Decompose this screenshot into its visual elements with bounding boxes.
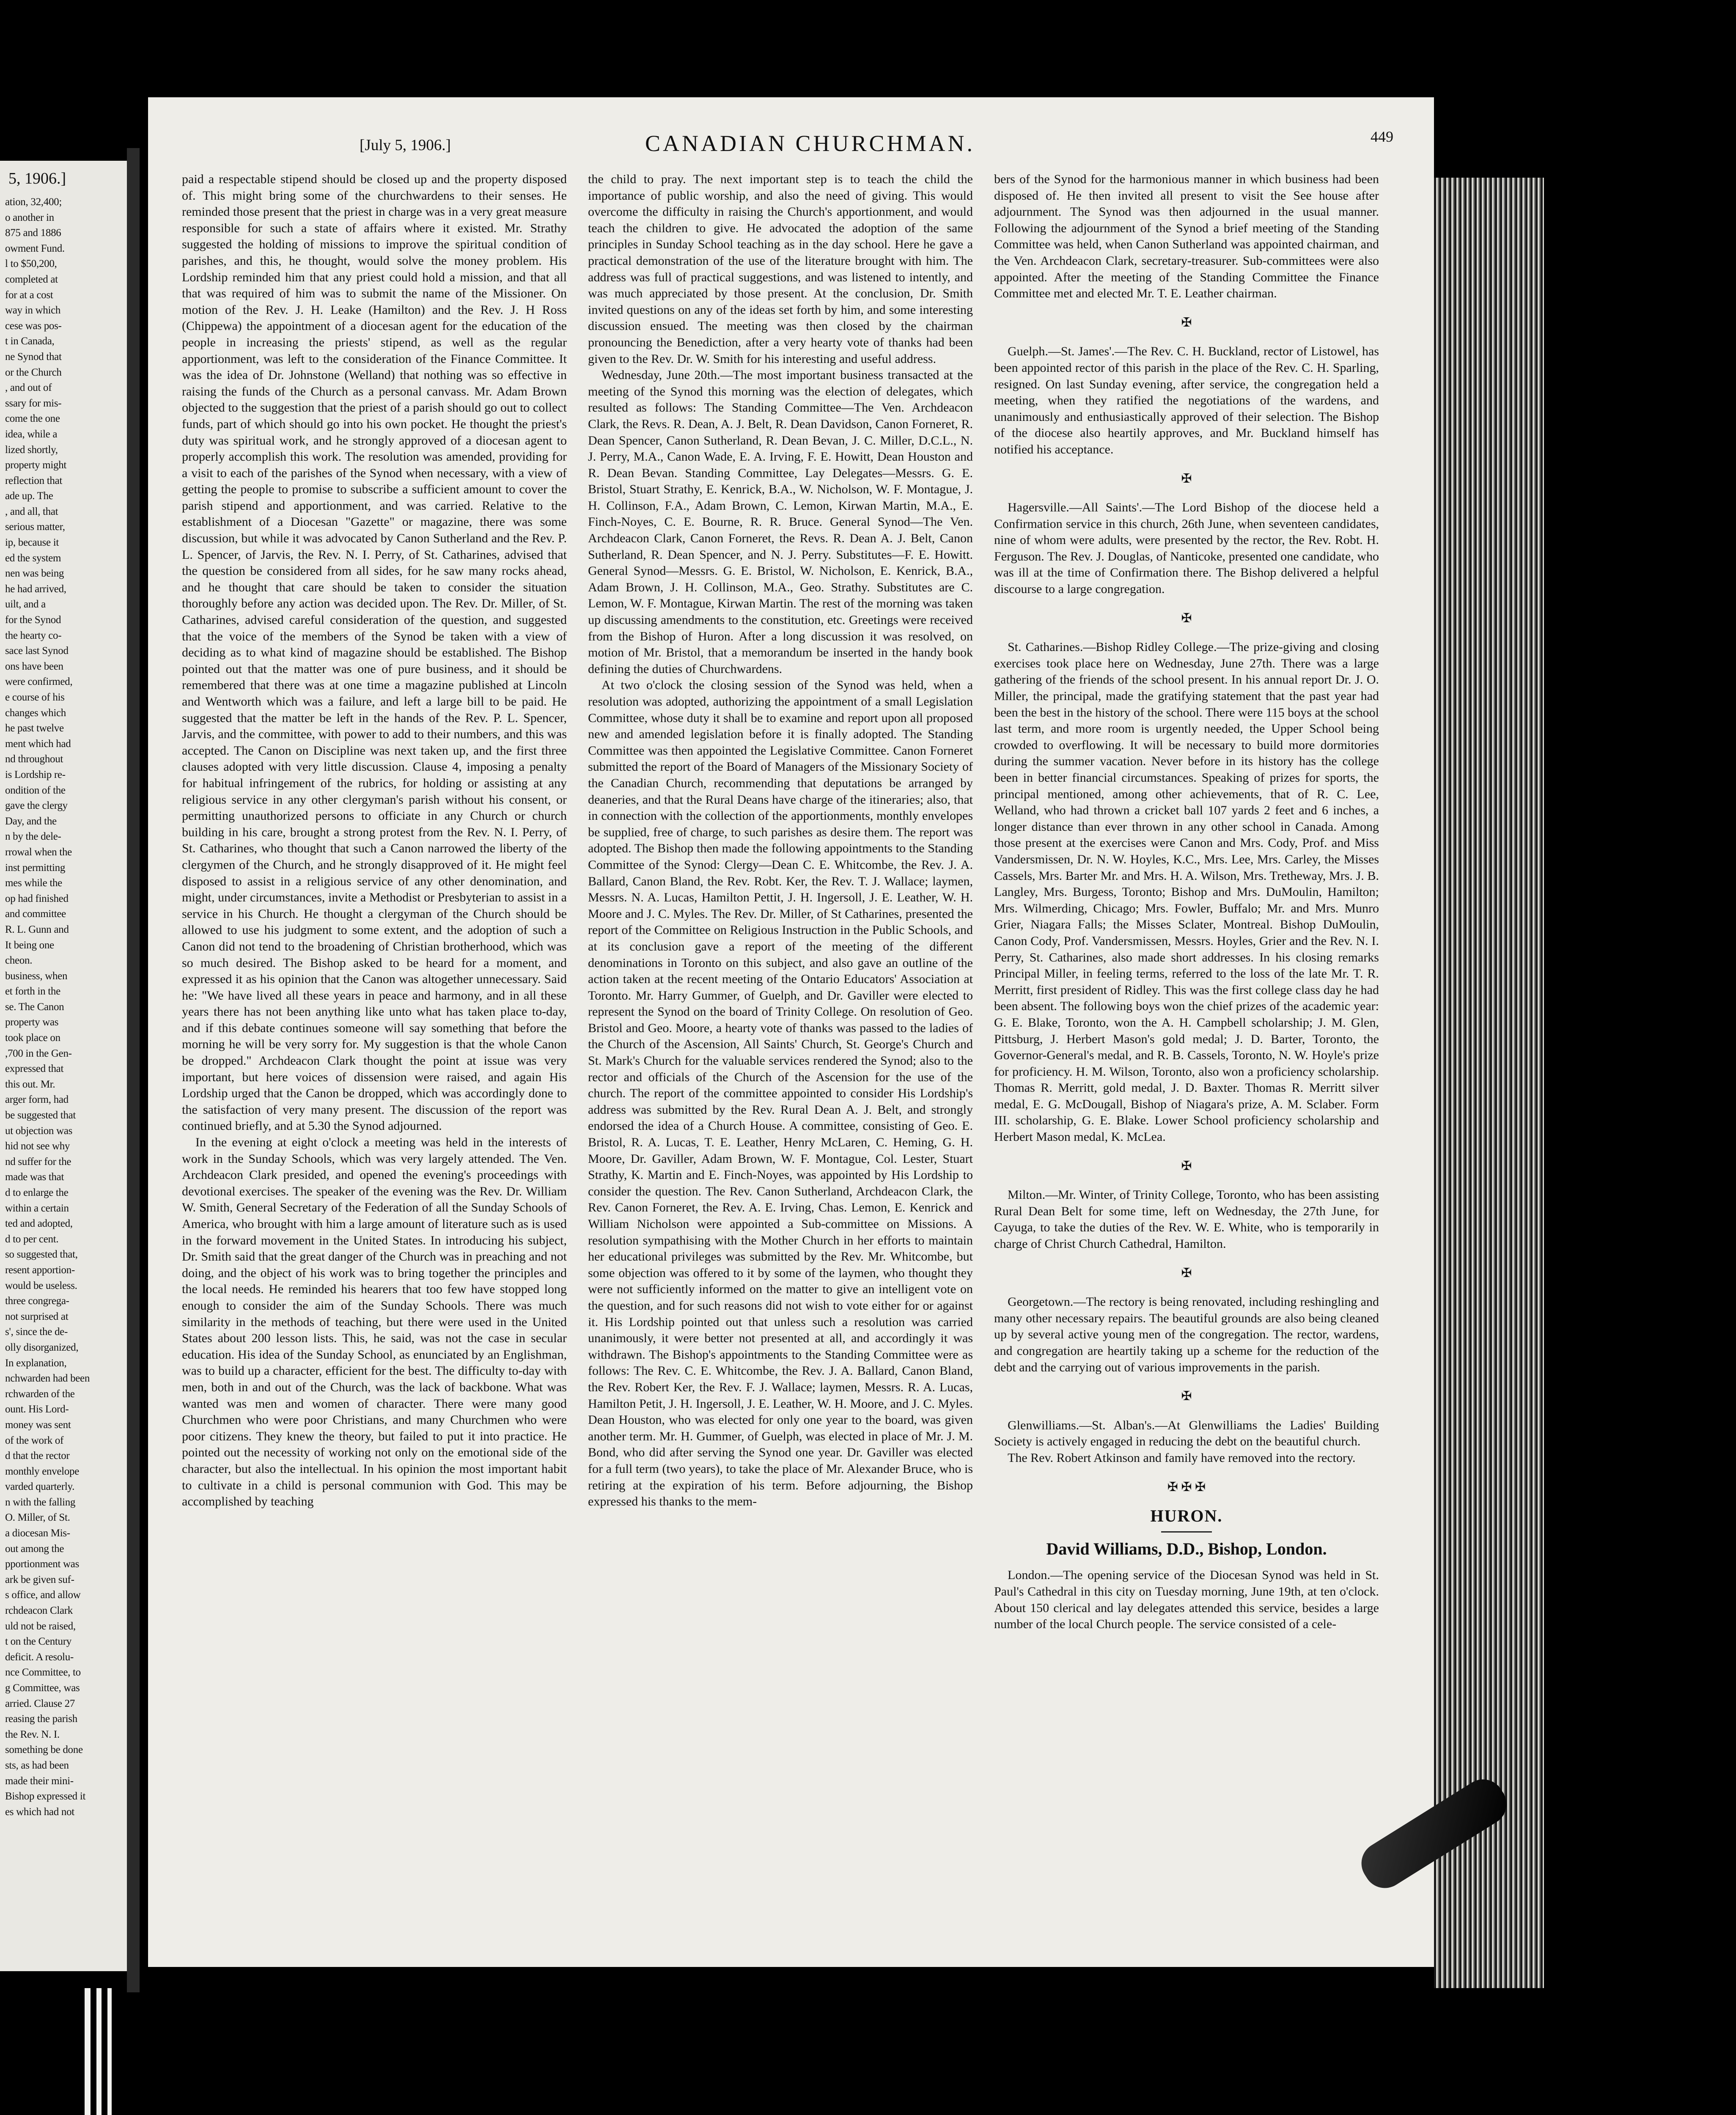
section-title: HURON. bbox=[1150, 1506, 1223, 1526]
paragraph: bers of the Synod for the harmonious manner in which business had been disposed of. He then invited all present to visit the See house after adjournment. The Synod was then adjourned in the usual manner. Following the adjournment of the Synod a brief meeting of the Standing Committee was held, when Canon Sutherland was appointed chairman, and the Ven. Archdeacon Clark, secretary-treasurer. Sub-committees were also appointed. After the meeting of the Standing Committee the Finance Committee met and elected Mr. T. E. Leather chairman. bbox=[994, 172, 1379, 301]
film-edge-mark bbox=[85, 1988, 91, 2115]
column-1 bbox=[182, 171, 567, 1510]
paragraph: paid a respectable stipend should be closed up and the property disposed of. This might bring some of the churchwardens to their senses. He reminded those present that the priest in charge was in a very great measure responsible for such a state of affairs where it existed. Mr. Strathy suggested the holding of missions to improve the spiritual condition of parishes, and this, he thought, would solve the money problem. His Lordship reminded him that any priest could hold a mission, and that all that was required of him was to submit the name of the Missioner. On motion of the Rev. J. H. Leake (Hamilton) and the Rev. J. H Ross (Chippewa) the appointment of a diocesan agent for the education of the people in increasing the priests' stipend, as well as the regular apportionment, was left to the consideration of the Finance Committee. It was the idea of Dr. Johnstone (Welland) that nothing was so effective in raising the funds of the Church as a personal canvass. Mr. Adam Brown objected to the suggestion that the priest of a parish should go out to collect funds, part of which should go into his own pocket. He thought the priest's duty was spiritual work, and he strongly approved of a diocesan agent to properly accomplish this work. The resolution was amended, providing for a visit to each of the parishes of the Synod when necessary, with a view of getting the people to promise to subscribe a sufficient amount to cover the parish stipend and apportionment, and was carried. Relative to the establishment of a Diocesan "Gazette" or magazine, there was some discussion, but while it was advocated by Canon Sutherland and the Rev. P. L. Spencer, of Jarvis, the Rev. N. I. Perry, of St. Catharines, advised that the question be considered from all sides, for he saw many rocks ahead, and he thought that care should be taken to consider the situation thoroughly before any action was decided upon. The Rev. Dr. Miller, of St. Catharines, advised careful consideration of the question, and suggested that the voice of the members of the Synod be taken with a view of deciding as to what kind of magazine should be established. The Bishop pointed out that the matter was one of pure business, and it should be remembered that there was at one time a magazine published at Lincoln and Wentworth which was a failure, and left a large bill to be paid. He suggested that the matter be left in the hands of the Rev. P. L. Spencer, Jarvis, and the committee, with power to add to their numbers, and this was accepted. The Canon on Discipline was next taken up, and the first three clauses adopted with very little discussion. Clause 4, imposing a penalty for habitual infringement of the rubrics, for holding or assisting at any religious service in any other clergyman's parish without his consent, or permitting unauthorized persons to officiate in any Church or church building in his care, brought a strong protest from the Rev. N. I. Perry, of St. Catharines, who thought that such a Canon narrowed the liberty of the clergymen of the Church, and he strongly disapproved of it. He might feel disposed to assist in a religious service of any other denomination, and might, under circumstances, invite a Methodist or Presbyterian to assist in a service in his Church. He thought a clergyman of the Church should be allowed to use his judgment to some extent, and the adoption of such a Canon did not tend to the broadening of Christian brotherhood, which was so much desired. The Bishop asked to be heard for a moment, and expressed it as his opinion that the Canon was altogether unnecessary. Said he: "We have lived all these years in peace and harmony, and in all these years there has not been anything like unto what has taken place to-day, and if this debate continues someone will say something that before the morning he will be very sorry for. My suggestion is that the whole Canon be dropped." Archdeacon Clark thought the point at issue was very important, but here voices of dissension were raised, and again His Lordship urged that the Canon be dropped, which was accordingly done to the satisfaction of very many present. The discussion of the report was continued briefly, and at 5.30 the Synod adjourned. bbox=[182, 172, 567, 1133]
ornament-icon: ✠ bbox=[1181, 611, 1192, 625]
paragraph: the child to pray. The next important step is to teach the child the importance of public worship, and also the need of giving. This would overcome the difficulty in raising the Church's apportionment, and would teach the children to give. He advocated the adoption of the same principles in Sunday School teaching as in the day school. Here he gave a practical demonstration of the use of the literature brought with him. The address was full of practical suggestions, and was listened to intently, and was much appreciated by those present. At the conclusion, Dr. Smith invited questions on any of the ideas set forth by him, and some interesting discussion ensued. The meeting was then closed by the chairman pronouncing the Benediction, after a very hearty vote of thanks had been given to the Rev. Dr. W. Smith for his interesting and useful address. bbox=[588, 172, 973, 366]
ornament-icon: ✠ bbox=[1181, 1389, 1192, 1404]
page-title: CANADIAN CHURCHMAN. bbox=[645, 131, 975, 156]
paragraph: At two o'clock the closing session of the Synod was held, when a resolution was adopted, authorizing the appointment of a small Legislation Committee, whose duty it shall be to examine and report upon all proposed new and amended legislation before it is finally adopted. The Standing Committee was then appointed the Legislative Committee. Canon Forneret submitted the report of the Board of Managers of the Missionary Society of the Canadian Church, recommending that deputations be arranged by deaneries, and that the Rural Deans have charge of the itineraries; also, that in connection with the collection of the apportionments, monthly envelopes be supplied, free of charge, to such parishes as desire them. The report was adopted. The Bishop then made the following appointments to the Standing Committee of the Synod: Clergy—Dean C. E. Whitcombe, the Rev. J. A. Ballard, Canon Bland, the Rev. Robt. Ker, the Rev. T. J. Wallace; laymen, Messrs. N. A. Lucas, Hamilton Pettit, J. H. Ingersoll, J. E. Leather, W. H. Moore and J. C. Myles. The Rev. Dr. Miller, of St Catharines, presented the report of the Committee on Religious Instruction in the Public Schools, and at its conclusion gave a report of the meeting of the different denominations in Toronto on this subject, and also gave an outline of the action taken at the recent meeting of the Ontario Educators' Association at Toronto. Mr. Harry Gummer, of Guelph, and Dr. Gaviller were elected to represent the Synod on the board of Trinity College. On resolution of Geo. Bristol and Geo. Moore, a hearty vote of thanks was passed to the ladies of the Church of the Ascension, All Saints' Church, St. George's Church and St. Mark's Church for the valuable services rendered the Synod; also to the rector and officials of the Church of the Ascension for the use of the church. The report of the committee appointed to consider His Lordship's address was submitted by the Rev. Rural Dean A. J. Belt, and strongly endorsed the idea of a Church House. A committee, consisting of Geo. E. Bristol, R. A. Lucas, T. E. Leather, Henry McLaren, C. Heming, G. H. Moore, Dr. Gaviller, Adam Brown, W. F. Montague, Col. Lester, Stuart Strathy, K. Martin and E. Finch-Noyes, was appointed by His Lordship to consider the question. The Rev. Canon Sutherland, Archdeacon Clark, the Rev. Canon Forneret, the Rev. A. E. Irving, Chas. Lemon, E. Kenrick and William Nicholson were appointed a Sub-committee on Missions. A resolution sympathising with the Mother Church in her efforts to maintain her educational privileges was submitted by the Rev. Mr. Whitcombe, but some objection was offered to it by some of the laymen, who thought they were not sufficiently informed on the matter to give an intelligent vote on the question, and for such reasons did not wish to vote either for or against it. His Lordship pointed out that unless such a resolution was carried unanimously, it were better not presented at all, and accordingly it was withdrawn. The Bishop's appointments to the Standing Committee were as follows: The Rev. C. E. Whitcombe, the Rev. J. A. Ballard, Canon Bland, the Rev. Robert Ker, the Rev. F. J. Wallace; laymen, Messrs. R. A. Lucas, Hamilton Petit, J. H. Ingersoll, J. E. Leather, W. H. Moore, and J. C. Myles. Dean Houston, who was elected for only one year to the board, was given another term. Mr. H. Gummer, of Guelph, was elected in place of Mr. J. M. Bond, who did after serving the Synod one year. Dr. Gaviller was elected for a full term (two years), to take the place of Mr. Alexander Bruce, who is retiring at the expiration of his term. Before adjourning, the Bishop expressed his thanks to the mem- bbox=[588, 678, 973, 1509]
paragraph: Milton.—Mr. Winter, of Trinity College, Toronto, who has been assisting Rural Dean Belt for some time, left on Wednesday, the 27th June, for Cayuga, to take the duties of the Rev. W. E. White, who is temporarily in charge of Christ Church Cathedral, Hamilton. bbox=[994, 1188, 1379, 1251]
ornament-icon: ✠ bbox=[1181, 315, 1192, 330]
column-2 bbox=[588, 171, 973, 1510]
paragraph: Hagersville.—All Saints'.—The Lord Bishop of the diocese held a Confirmation service in this church, 26th June, when seventeen candidates, nine of whom were adults, were presented by the rector, the Rev. Robt. H. Ferguson. The Rev. J. Douglas, of Nanticoke, presented one candidate, who was ill at the time of Confirmation there. The Bishop delivered a helpful discourse to a large congregation. bbox=[994, 500, 1379, 596]
paragraph: The Rev. Robert Atkinson and family have removed into the rectory. bbox=[1008, 1450, 1356, 1465]
left-page-header: 5, 1906.] bbox=[8, 170, 66, 187]
page bbox=[148, 97, 1434, 1967]
film-edge-mark bbox=[107, 1988, 112, 2115]
paragraph: Glenwilliams.—St. Alban's.—At Glenwilliams the Ladies' Building Society is actively engaged in reducing the debt on the beautiful church. bbox=[994, 1418, 1379, 1449]
ornament-icon: ✠ bbox=[1181, 471, 1192, 486]
film-edge-mark bbox=[96, 1988, 102, 2115]
left-page-text: ation, 32,400; o another in 875 and 1886 owment Fund. l to $50,200, completed at for at a cost way in which cese was pos- t in Canada, ne Synod that or the Church , and out of ssary for mis- come the one idea, while a lized shortly, property might reflection that ade up. The , and all, that serious matter, ip, because it ed the system nen was being he had arrived, uilt, and a for the Synod the hearty co- sace last Synod ons have been were confirmed, e course of his changes which he past twelve ment which had nd throughout is Lordship re- ondition of the gave the clergy Day, and the n by the dele- rrowal when the inst permitting mes while the op had finished and committee R. L. Gunn and It being one cheon. business, when et forth in the se. The Canon property was took place on ,700 in the Gen- expressed that this out. Mr. arger form, had be suggested that ut objection was hid not see why nd suffer for the made was that d to enlarge the within a certain ted and adopted, d to per cent. so suggested that, resent apportion- would be useless. three congrega- not surprised at s', since the de- olly disorganized, In explanation, nchwarden had been rchwarden of the ount. His Lord- money was sent of the work of d that the rector monthly envelope varded quarterly. n with the falling O. Miller, of St. a diocesan Mis- out among the pportionment was ark be given suf- s office, and allow rchdeacon Clark uld not be raised, t on the Century deficit. A resolu- nce Committee, to g Committee, was arried. Clause 27 reasing the parish the Rev. N. I. something be done sts, as had been made their mini- Bishop expressed it es which had not bbox=[5, 196, 90, 1818]
column-3 bbox=[994, 171, 1379, 1633]
page-number: 449 bbox=[1371, 128, 1393, 145]
section-rule bbox=[1161, 1531, 1212, 1533]
paragraph: Georgetown.—The rectory is being renovated, including reshingling and many other necessary repairs. The beautiful grounds are also being cleaned up by several active young men of the congregation. The rector, wardens, and congregation are heartily taking up a scheme for the reduction of the debt and the carrying out of various improvements in the parish. bbox=[994, 1295, 1379, 1374]
paragraph: Guelph.—St. James'.—The Rev. C. H. Buckland, rector of Listowel, has been appointed rector of this parish in the place of the Rev. C. H. Sparling, resigned. On last Sunday evening, after service, the congregation held a meeting, when they ratified the negotiations of the wardens, and unanimously and enthusiastically approved of their selection. The Bishop of the diocese also heartily approves, and Mr. Buckland himself has notified his acceptance. bbox=[994, 344, 1379, 456]
ornament-icon: ✠ bbox=[1181, 1159, 1192, 1173]
ornament-icon: ✠ bbox=[1181, 1266, 1192, 1280]
paragraph: London.—The opening service of the Diocesan Synod was held in St. Paul's Cathedral in this city on Tuesday morning, June 19th, at ten o'clock. About 150 clerical and lay delegates attended this service, besides a large number of the local Church people. The service consisted of a cele- bbox=[994, 1568, 1379, 1632]
bishop-line: David Williams, D.D., Bishop, London. bbox=[1046, 1539, 1327, 1558]
binding-gutter bbox=[127, 148, 140, 1992]
paragraph: Wednesday, June 20th.—The most important business transacted at the meeting of the Synod this morning was the election of delegates, which resulted as follows: The Standing Committee—The Ven. Archdeacon Clark, the Revs. R. Dean, A. J. Belt, R. Dean Davidson, Canon Forneret, R. Dean Spencer, Canon Sutherland, R. Dean Bevan, J. C. Miller, D.C.L., N. J. Perry, M.A., Canon Wade, E. A. Irving, F. E. Howitt, Dean Houston and R. Dean Bevan. Standing Committee, Lay Delegates—Messrs. G. E. Bristol, Stuart Strathy, E. Kenrick, B.A., W. Nicholson, W. F. Montague, J. H. Collinson, F.A., Adam Brown, C. Lemon, Kirwan Martin, M.A., E. Finch-Noyes, C. E. Bourne, R. R. Bruce. General Synod—The Ven. Archdeacon Clark, Canon Forneret, the Revs. R. Dean A. J. Belt, Canon Sutherland, R. Dean Spencer, and N. J. Perry. Substitutes—F. E. Howitt. General Synod—Messrs. G. E. Bristol, W. Nicholson, E. Kenrick, B.A., Adam Brown, J. H. Collinson, M.A., Geo. Strathy. Substitutes are C. Lemon, W. F. Montague, Kirwan Martin. The rest of the morning was taken up discussing amendments to the constitution, etc. Greetings were received from the Bishop of Huron. After a long discussion it was resolved, on motion of Mr. Bristol, that a memorandum be inserted in the handy book defining the duties of Churchwardens. bbox=[588, 368, 973, 676]
paragraph: In the evening at eight o'clock a meeting was held in the interests of work in the Sunday Schools, which was very largely attended. The Ven. Archdeacon Clark presided, and opened the evening's proceedings with devotional exercises. The speaker of the evening was the Rev. Dr. William W. Smith, General Secretary of the Federation of all the Sunday Schools of America, who brought with him a large amount of literature such as is used in the forward movement in the United States. In introducing his subject, Dr. Smith said that the great danger of the Church was in preaching and not doing, and the object of his work was to bring together the principles and the local needs. He reminded his hearers that too few have stopped long enough to consider the aim of the Sunday Schools. There was much similarity in the methods of teaching, but there were used in the United States about 200 lesson lists. This, he said, was not the case in secular education. His idea of the Sunday School, as enunciated by an Englishman, was to build up a character, efficient for the best. The difficulty to-day with men, both in and out of the Church, was the lack of backbone. What was wanted was men and women of character. There were many good Churchmen who were poor Christians, and many Churchmen who were poor citizens. They knew the theory, but failed to put it into practice. He pointed out the necessity of working not only on the emotional side of the character, but also the intellectual. In his opinion the most important habit to cultivate in a child is personal communion with God. This may be accomplished by teaching bbox=[182, 1135, 567, 1509]
triple-ornament-icon: ✠ ✠ ✠ bbox=[1167, 1480, 1206, 1494]
paragraph: St. Catharines.—Bishop Ridley College.—The prize-giving and closing exercises took place here on Wednesday, June 27th. There was a large gathering of the friends of the school present. In his annual report Dr. J. O. Miller, the principal, made the gratifying statement that the past year had been the best in the history of the school. There were 115 boys at the school last term, and more room is urgently needed, the Upper School being crowded to overflowing. It will be necessary to build more dormitories during the summer vacation. Never before in its history has the college been in better financial circumstances. Speaking of prizes for sports, the principal mentioned, among other achievements, that of R. C. Lee, Welland, who had thrown a cricket ball 107 yards 2 feet and 6 inches, a longer distance than ever thrown in any other school in Canada. Among those present at the exercises were Canon and Mrs. Cody, Prof. and Miss Vandersmissen, Dr. N. W. Hoyles, K.C., Mrs. Lee, Mrs. Carley, the Misses Cassels, Mrs. Barter Mr. and Mrs. H. A. Wilson, Mrs. Tretheway, Mrs. J. B. Langley, Mrs. Burgess, Toronto; Bishop and Mrs. DuMoulin, Hamilton; Mrs. Wilmerding, Chicago; Mrs. Fowler, Buffalo; Mr. and Mrs. Munro Grier, Niagara Falls; the Misses Sclater, Montreal. Bishop DuMoulin, Canon Cody, Prof. Vandersmissen, Messrs. Hoyles, Grier and the Rev. N. I. Perry, St. Catharines, also made short addresses. In his closing remarks Principal Miller, in feeling terms, referred to the loss of the late Mr. T. R. Merritt, first president of Ridley. This was the first college class day he had been absent. The following boys won the chief prizes of the academic year: G. E. Blake, Toronto, won the A. H. Campbell scholarship; J. M. Glen, Pittsburg, J. Herbert Mason's gold medal; J. D. Barter, Toronto, the Governor-General's medal, and R. B. Cassels, Toronto, N. W. Hoyle's prize for proficiency. H. M. Wilson, Toronto, also won a proficiency scholarship. Thomas R. Merritt, gold medal, J. D. Baxter. Thomas R. Merritt silver medal, E. G. McDougall, Bishop of Niagara's prize, A. M. Sclaber. Form III. scholarship, G. E. Blake. Lower School proficiency scholarship and Herbert Mason medal, K. McLea. bbox=[994, 640, 1379, 1144]
left-page bbox=[0, 161, 127, 1971]
running-date: [July 5, 1906.] bbox=[360, 137, 451, 154]
page-edge-stack bbox=[1434, 178, 1544, 1988]
